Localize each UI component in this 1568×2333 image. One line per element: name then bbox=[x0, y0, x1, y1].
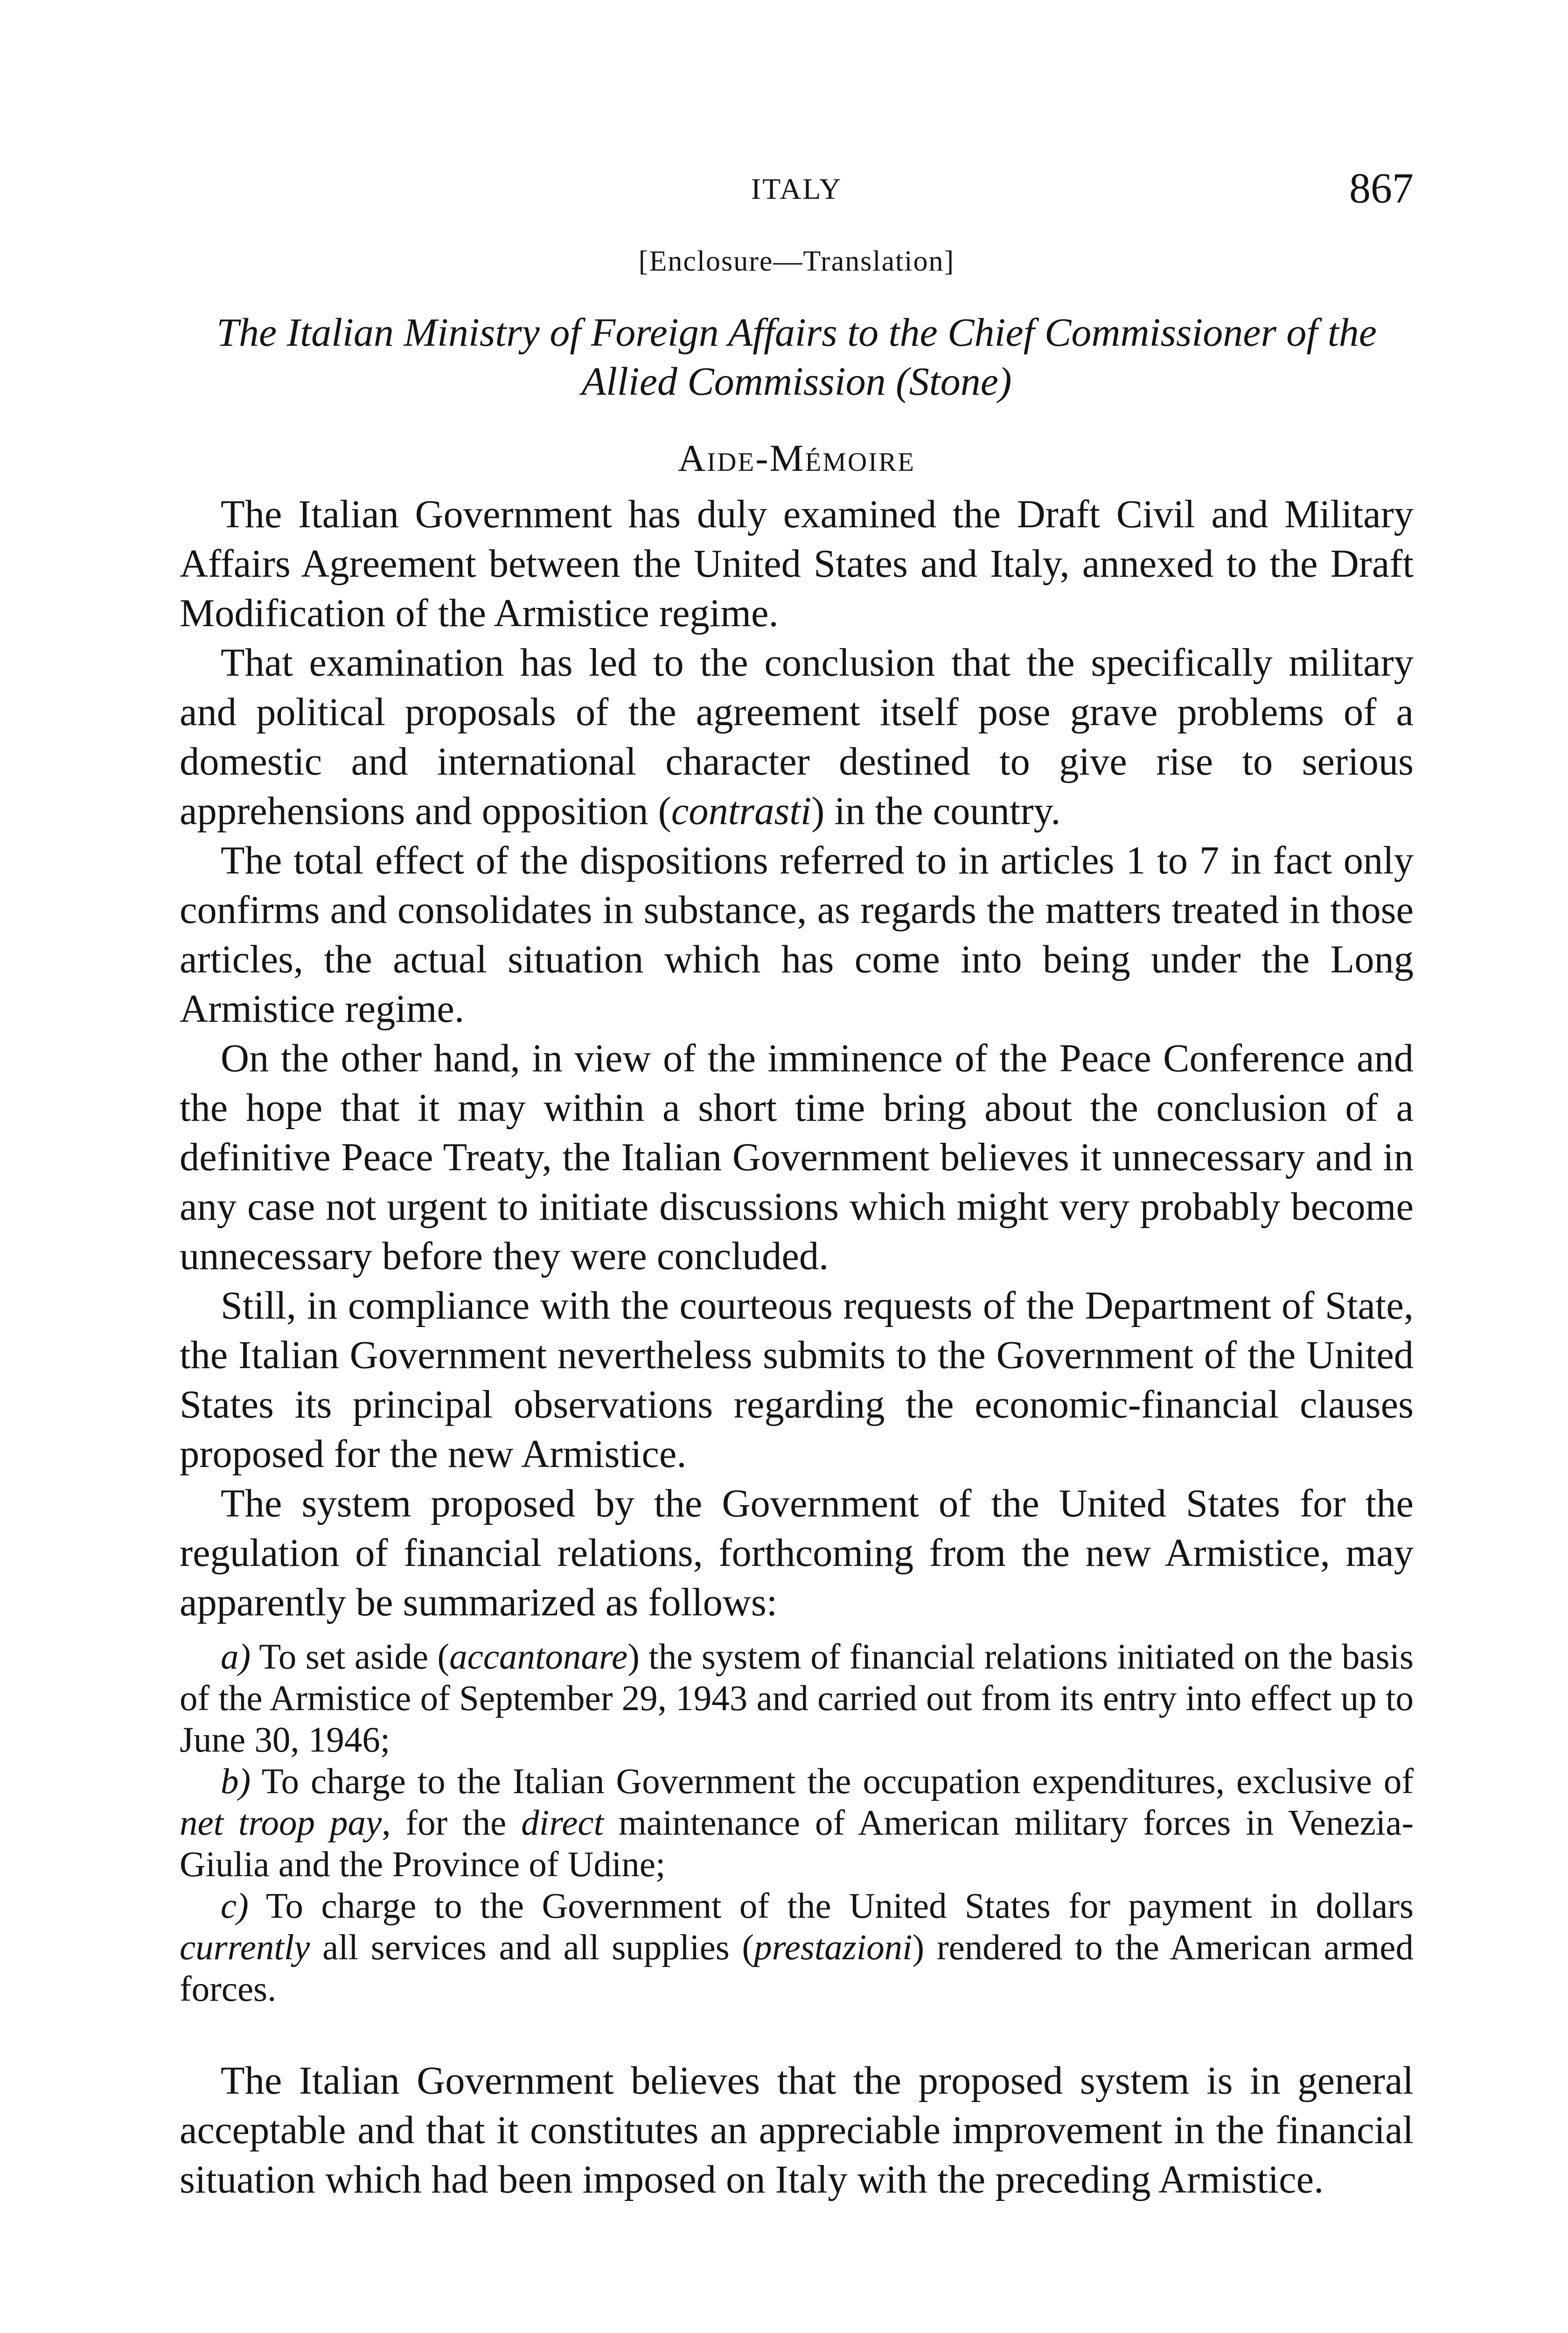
paragraph: On the other hand, in view of the imminence of the Peace Conference and the hope that it may within a short time bring about the conclusion of a definitive Peace Treaty, the Italian Government believes it unnecessary and in any case not urgent to initiate discussions which might very probably become unnecessary before they were concluded. bbox=[180, 1037, 1414, 1278]
paragraph: The Italian Government has duly examined the Draft Civil and Military Affairs Agreement between the United States and Italy, annexed to the Draft Modification of the Armistice regime. bbox=[180, 493, 1414, 635]
document-body bbox=[180, 490, 1414, 2205]
italic-term: contrasti bbox=[671, 789, 812, 833]
list-text: maintenance of American military forces in Venezia-Giulia and the Province of Udine; bbox=[180, 1802, 1414, 1884]
paragraph bbox=[180, 638, 1414, 836]
list-text: ) the system of financial relations initiated on the basis of the Armistice of September 29, 1943 and carried out from its entry into effect up to June 30, 1946; bbox=[180, 1636, 1414, 1760]
running-head bbox=[180, 163, 1414, 215]
closing-paragraph: The Italian Government believes that the proposed system is in general acceptable and that it constitutes an appreciable improvement in the financial situation which had been imposed on Italy with the preceding Armistice. bbox=[180, 2059, 1414, 2201]
enclosure-label: [Enclosure—Translation] bbox=[638, 245, 955, 277]
list-item bbox=[180, 1760, 1414, 1885]
paragraph: The system proposed by the Government of the United States for the regulation of financial relations, forthcoming from the new Armistice, may apparently be summarized as follows: bbox=[180, 1482, 1414, 1624]
list-text: all services and all supplies ( bbox=[310, 1927, 754, 1967]
list-text: ) rendered to the American armed forces. bbox=[180, 1927, 1414, 2009]
list-marker: a) bbox=[221, 1636, 251, 1676]
list-text: To charge to the Italian Government the occupation expenditures, exclusive of bbox=[261, 1761, 1414, 1801]
list-italic-term: currently bbox=[180, 1927, 310, 1967]
paragraph-text: That examination has led to the conclusion that the specifically military and political proposals of the agreement itself pose grave problems of a domestic and international character destined to give rise to serious apprehensions and opposition (contrasti) in the country. bbox=[180, 641, 1414, 833]
list-text: To set aside ( bbox=[259, 1636, 450, 1676]
list-item bbox=[180, 1885, 1414, 2010]
list-marker: b) bbox=[221, 1761, 251, 1801]
list-italic-term: direct bbox=[521, 1802, 604, 1843]
list-item bbox=[180, 1636, 1414, 1760]
list-italic-term: net troop pay bbox=[180, 1802, 382, 1843]
list-italic-term: prestazioni bbox=[754, 1927, 913, 1967]
paragraph: The total effect of the dispositions referred to in articles 1 to 7 in fact only confirms and consolidates in substance, as regards the matters treated in those articles, the actual situation which has come into being under the Long Armistice regime. bbox=[180, 839, 1414, 1031]
list-text: , for the bbox=[382, 1802, 522, 1843]
document-title: The Italian Ministry of Foreign Affairs to the Chief Commissioner of the Allied Commission (Stone) bbox=[216, 310, 1377, 404]
memo-heading: Aide-Mémoire bbox=[678, 437, 915, 479]
summary-list bbox=[180, 1636, 1414, 2010]
paragraph: Still, in compliance with the courteous requests of the Department of State, the Italian Government nevertheless submits to the Government of the United States its principal observations regarding the economic-financial clauses proposed for the new Armistice. bbox=[180, 1284, 1414, 1476]
list-text: To charge to the Government of the United States for payment in dollars bbox=[265, 1886, 1414, 1926]
running-title: ITALY bbox=[751, 172, 843, 205]
list-italic-term: accantonare bbox=[449, 1636, 628, 1676]
page-number: 867 bbox=[1349, 164, 1414, 212]
list-marker: c) bbox=[221, 1886, 249, 1926]
